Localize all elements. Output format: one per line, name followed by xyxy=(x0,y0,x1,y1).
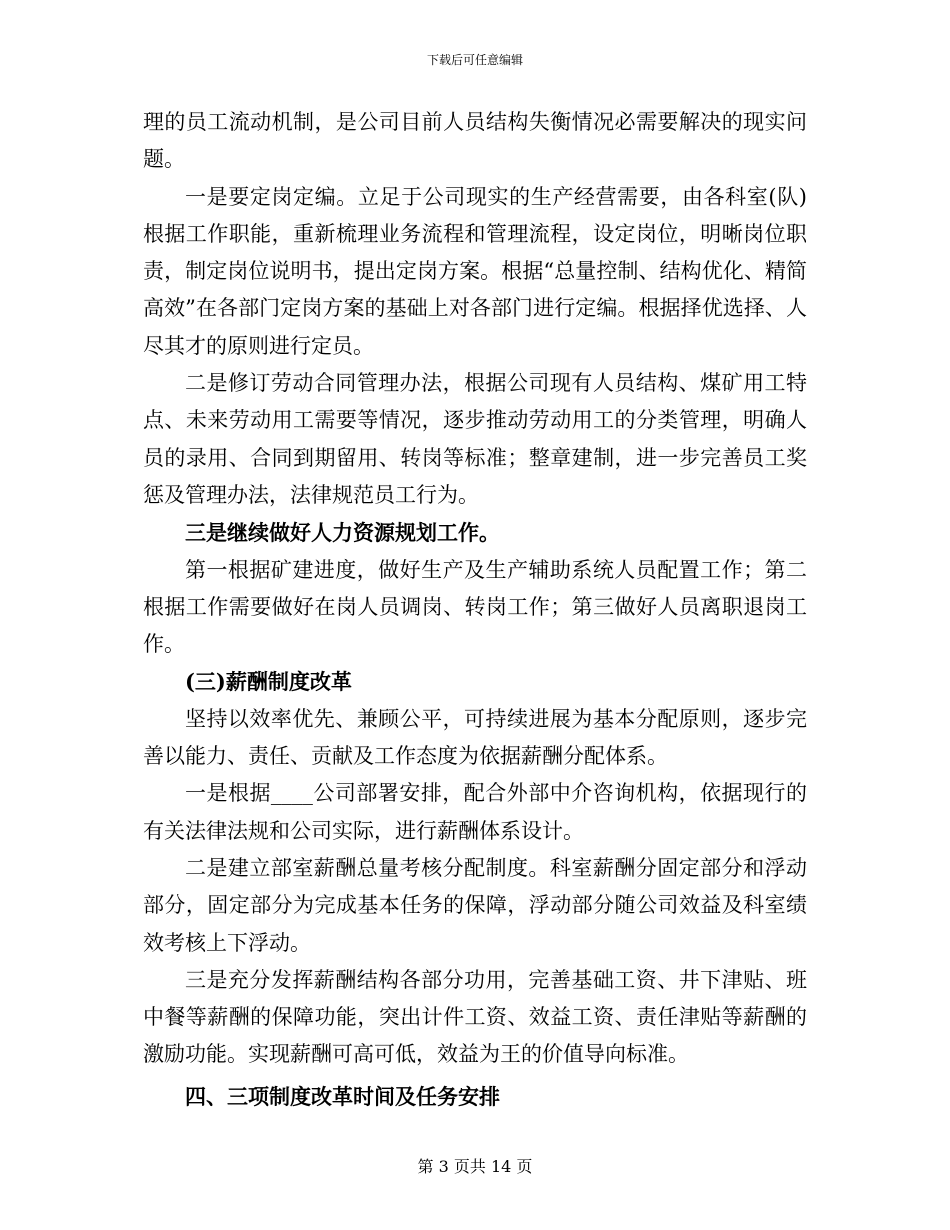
heading-schedule: 四、三项制度改革时间及任务安排 xyxy=(185,1083,500,1109)
paragraph-continuation: 理的员工流动机制，是公司目前人员结构失衡情况必需要解决的现实问题。 xyxy=(143,110,807,172)
heading-hr-planning: 三是继续做好人力资源规划工作。 xyxy=(185,520,500,546)
paragraph-fixed-posts: 一是要定岗定编。立足于公司现实的生产经营需要，由各科室(队)根据工作职能，重新梳理业务流程和管理流程，设定岗位，明晰岗位职责，制定岗位说明书，提出定岗方案。根据“总量控制、结构优化、精简高效”在各部门定岗方案的基础上对各部门进行定编。根据择优选择、人尽其才的原则进行定员。 xyxy=(143,184,807,358)
document-body xyxy=(143,104,807,1115)
paragraph-salary-principle: 坚持以效率优先、兼顾公平，可持续进展为基本分配原则，逐步完善以能力、责任、贡献及工作态度为依据薪酬分配体系。 xyxy=(143,706,807,769)
paragraph-hr-planning: 第一根据矿建进度，做好生产及生产辅助系统人员配置工作；第二根据工作需要做好在岗人员调岗、转岗工作；第三做好人员离职退岗工作。 xyxy=(143,557,807,657)
paragraph-salary-design: 一是根据____公司部署安排，配合外部中介咨询机构，依据现行的有关法律法规和公司实际，进行薪酬体系设计。 xyxy=(143,781,807,843)
page-number: 第 3 页共 14 页 xyxy=(417,1157,533,1176)
heading-salary-reform: (三)薪酬制度改革 xyxy=(185,669,352,695)
page-header-note: 下载后可任意编辑 xyxy=(426,53,523,67)
paragraph-salary-structure: 三是充分发挥薪酬结构各部分功用，完善基础工资、井下津贴、班中餐等薪酬的保障功能，突出计件工资、效益工资、责任津贴等薪酬的激励功能。实现薪酬可高可低，效益为王的价值导向标准。 xyxy=(143,967,807,1067)
paragraph-salary-assessment: 二是建立部室薪酬总量考核分配制度。科室薪酬分固定部分和浮动部分，固定部分为完成基本任务的保障，浮动部分随公司效益及科室绩效考核上下浮动。 xyxy=(143,855,807,955)
paragraph-labor-contract: 二是修订劳动合同管理办法，根据公司现有人员结构、煤矿用工特点、未来劳动用工需要等情况，逐步推动劳动用工的分类管理，明确人员的录用、合同到期留用、转岗等标准；整章建制，进一步完善员工奖惩及管理办法，法律规范员工行为。 xyxy=(143,371,807,507)
